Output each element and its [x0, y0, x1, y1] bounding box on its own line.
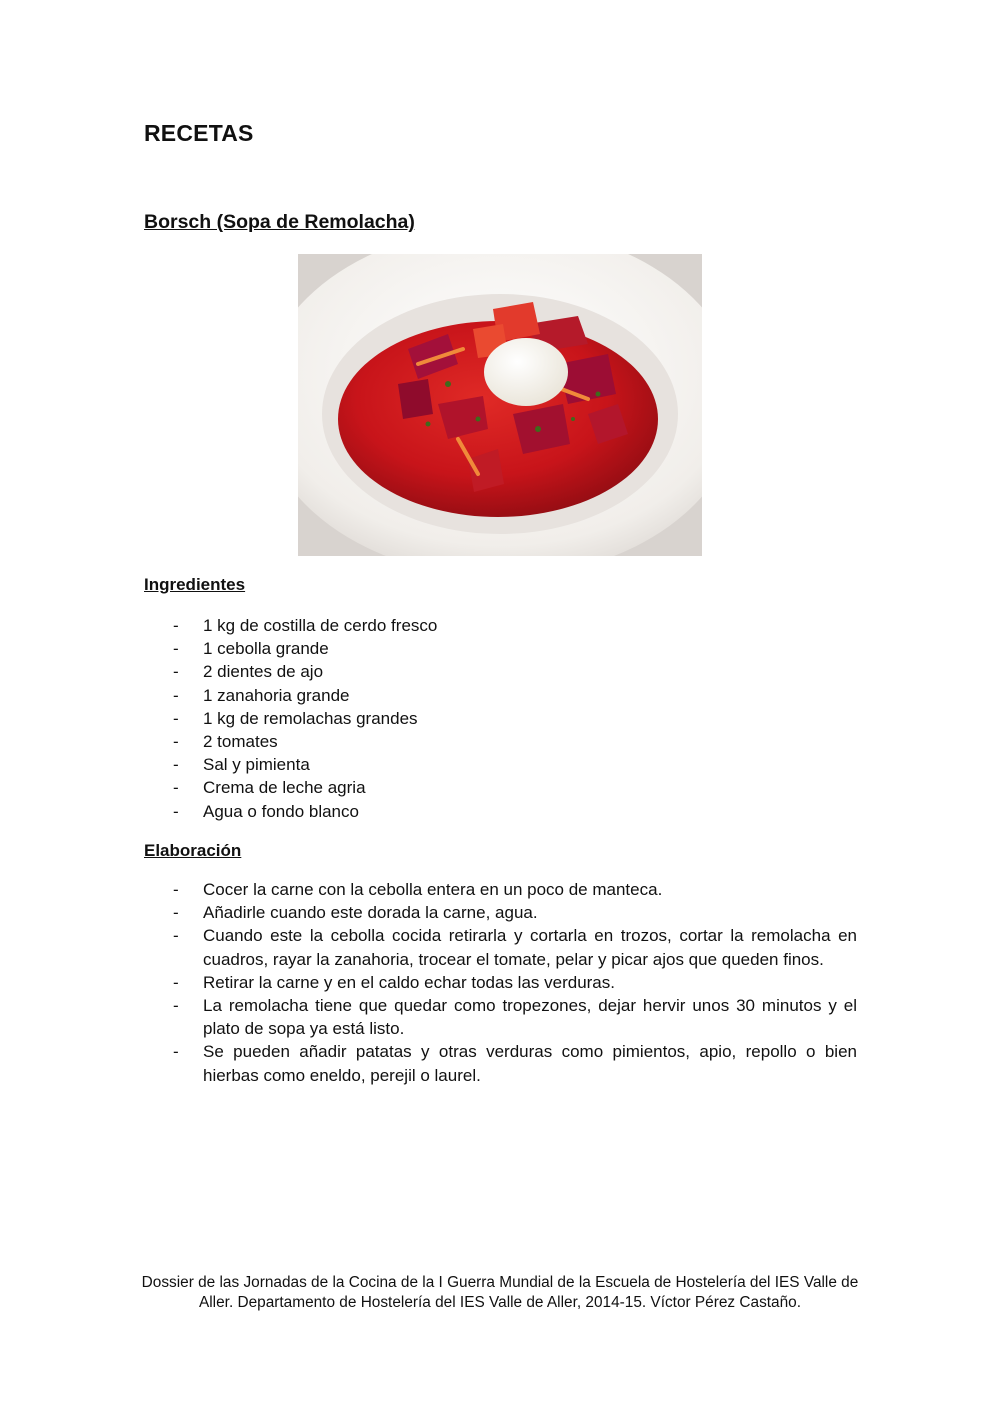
list-dash: -: [173, 778, 179, 798]
step-text: Retirar la carne y en el caldo echar todas las verduras.: [203, 972, 615, 992]
ingredient-text: 1 kg de costilla de cerdo fresco: [203, 616, 438, 635]
list-item: [170, 660, 437, 683]
list-item: [170, 1040, 857, 1086]
step-text: Se pueden añadir patatas y otras verduras como pimientos, apio, repollo o bien hierbas como eneldo, perejil o laurel.: [203, 1042, 857, 1085]
step-text: La remolacha tiene que quedar como tropezones, dejar hervir unos 30 minutos y el plato de sopa ya está listo.: [203, 996, 857, 1039]
list-item: [170, 901, 857, 924]
list-item: [170, 971, 857, 994]
list-item: [170, 684, 437, 707]
list-dash: -: [173, 880, 179, 899]
document-footer: Dossier de las Jornadas de la Cocina de la I Guerra Mundial de la Escuela de Hostelería del IES Valle de Aller. Departamento de Hostelería del IES Valle de Aller, 2014-15. Víctor Pérez Castaño.: [141, 1274, 859, 1311]
ingredient-text: 1 cebolla grande: [203, 639, 329, 659]
list-dash: -: [173, 662, 179, 682]
list-dash: -: [173, 708, 179, 728]
list-dash: -: [173, 616, 179, 635]
list-dash: -: [173, 685, 179, 705]
list-item: [170, 878, 857, 901]
list-dash: -: [173, 1042, 179, 1062]
sour-cream: [484, 338, 568, 406]
list-item: [170, 614, 437, 637]
ingredient-text: 1 kg de remolachas grandes: [203, 708, 418, 728]
list-item: [170, 924, 857, 970]
ingredient-text: 2 tomates: [203, 732, 278, 752]
list-dash: -: [173, 801, 179, 821]
page-title: RECETAS: [144, 120, 254, 146]
ingredients-heading: Ingredientes: [144, 575, 246, 594]
step-text: Añadirle cuando este dorada la carne, agua.: [203, 903, 538, 923]
recipe-title: Borsch (Sopa de Remolacha): [144, 211, 415, 233]
ingredient-text: Sal y pimienta: [203, 755, 310, 775]
list-dash: -: [173, 903, 179, 923]
list-dash: -: [173, 996, 179, 1016]
list-item: [170, 707, 437, 730]
list-item: [170, 994, 857, 1040]
elaboration-heading: Elaboración: [144, 841, 242, 860]
list-item: [170, 776, 437, 799]
step-text: Cocer la carne con la cebolla entera en un poco de manteca.: [203, 880, 663, 899]
ingredients-list: [170, 614, 437, 823]
ingredient-text: Crema de leche agria: [203, 778, 366, 798]
step-text: Cuando este la cebolla cocida retirarla y cortarla en trozos, cortar la remolacha en cuadros, rayar la zanahoria, trocear el tomate, pelar y picar ajos que queden finos.: [203, 926, 857, 969]
ingredient-text: 2 dientes de ajo: [203, 662, 324, 682]
list-item: [170, 800, 437, 823]
list-item: [170, 753, 437, 776]
elaboration-steps: [170, 878, 857, 1087]
borsch-photo: [298, 254, 702, 556]
ingredient-text: Agua o fondo blanco: [203, 801, 359, 821]
list-dash: -: [173, 926, 179, 946]
ingredient-text: 1 zanahoria grande: [203, 685, 350, 705]
list-dash: -: [173, 639, 179, 659]
list-item: [170, 637, 437, 660]
list-item: [170, 730, 437, 753]
list-dash: -: [173, 755, 179, 775]
list-dash: -: [173, 732, 179, 752]
list-dash: -: [173, 972, 179, 992]
